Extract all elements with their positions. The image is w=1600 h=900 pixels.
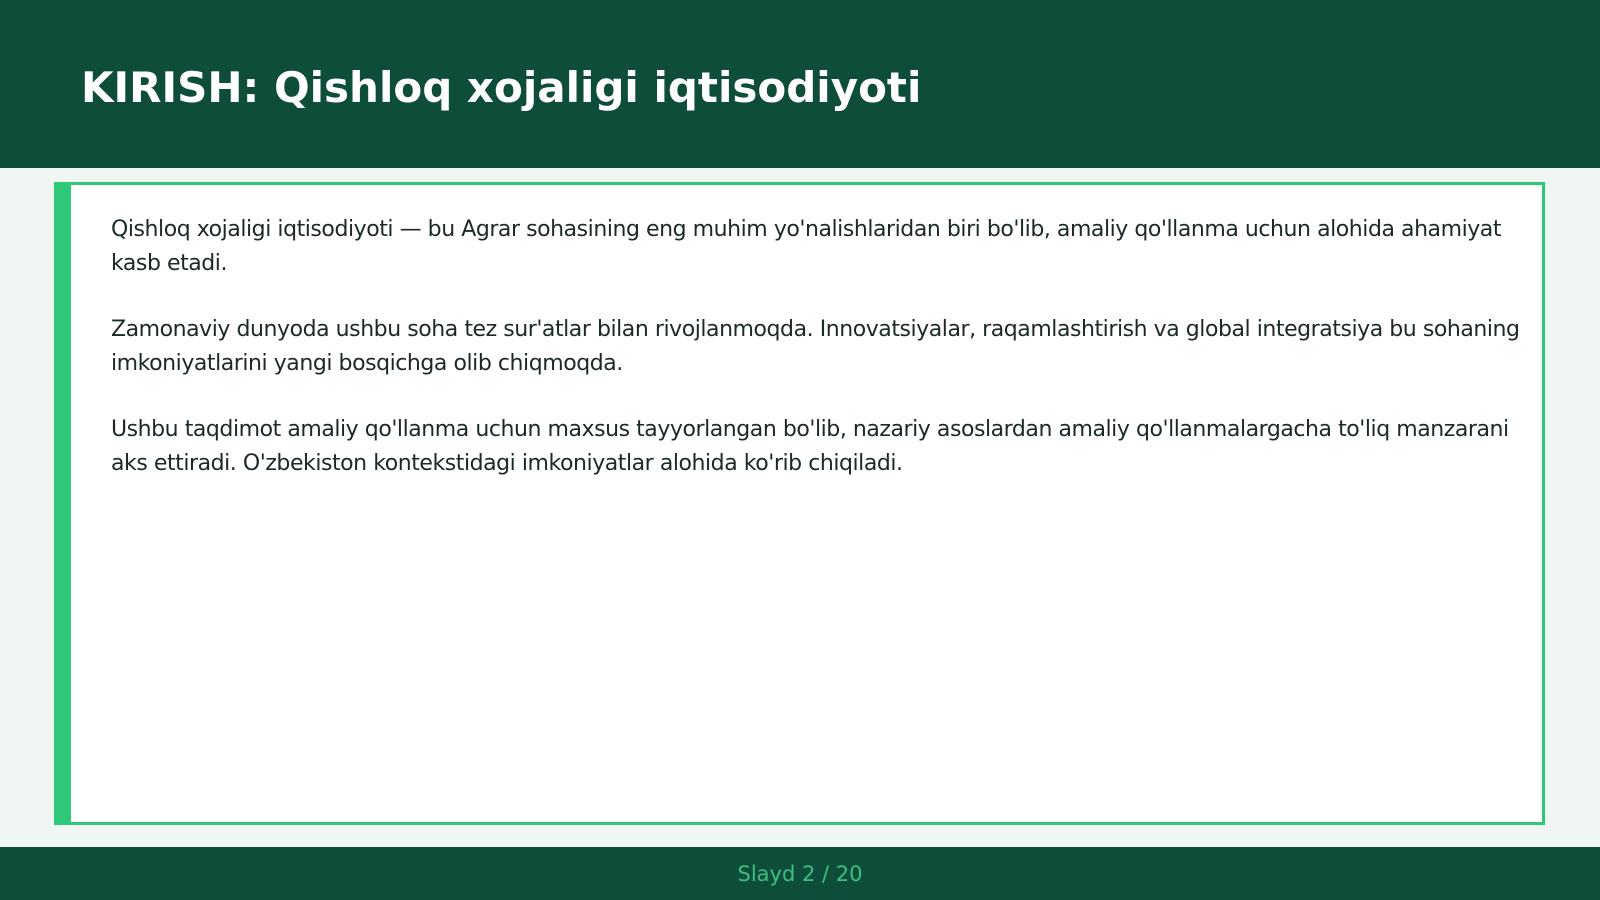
content-text xyxy=(111,213,1521,513)
slide-counter: Slayd 2 / 20 xyxy=(737,862,863,886)
paragraph-intro: Qishloq xojaligi iqtisodiyoti — bu Agrar sohasining eng muhim yo'nalishlaridan biri bo'lib, amaliy qo'llanma uchun alohida ahamiyat kasb etadi. xyxy=(111,217,1502,276)
slide-header xyxy=(0,0,1600,168)
paragraph-presentation-purpose: Ushbu taqdimot amaliy qo'llanma uchun maxsus tayyorlangan bo'lib, nazariy asoslardan amaliy qo'llanmalargacha to'liq manzarani aks ettiradi. O'zbekiston kontekstidagi imkoniyatlar alohida ko'rib chiqiladi. xyxy=(111,417,1509,476)
content-card xyxy=(54,182,1545,825)
slide-title: KIRISH: Qishloq xojaligi iqtisodiyoti xyxy=(81,63,922,112)
paragraph-modern-world: Zamonaviy dunyoda ushbu soha tez sur'atlar bilan rivojlanmoqda. Innovatsiyalar, raqamlashtirish va global integratsiya bu sohaning imkoniyatlarini yangi bosqichga olib chiqmoqda. xyxy=(111,317,1520,376)
slide-footer xyxy=(0,847,1600,900)
